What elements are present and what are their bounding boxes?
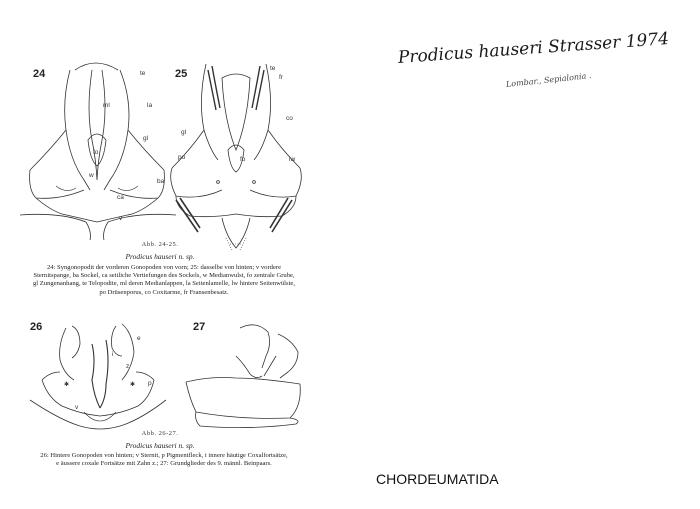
fig24-label-gl: gl bbox=[143, 135, 149, 142]
figure-25-number: 25 bbox=[175, 68, 188, 80]
fig24-label-la: la bbox=[147, 102, 153, 109]
caption-line: 26: Hintere Gonopoden von hinten; v Sternit, p Pigmentfleck, i innere häutige Coxalfortsätze, bbox=[40, 452, 288, 459]
caption-line: po Drüsenporus, co Coxitarme, fr Fransenbesatz. bbox=[99, 288, 229, 296]
fig24-label-w: w bbox=[89, 172, 94, 179]
fig26-label-e: e bbox=[137, 335, 141, 342]
fig24-label-ml: ml bbox=[103, 102, 110, 109]
caption-body-24-25 bbox=[14, 264, 314, 297]
caption-line: Sternitspange, ba Sockel, ca seitliche Vertiefungen des Sockels, w Medianwulst, fo zentrale Grube, bbox=[33, 272, 295, 280]
fig26-label-z: z bbox=[126, 363, 130, 370]
caption-line: gl Zungenanhang, te Telopodite, ml deren Medianlappen, la Seitenlamelle, lw hintere Seitenwülste, bbox=[33, 280, 295, 288]
order-label: CHORDEUMATIDA bbox=[376, 471, 499, 487]
figure-27-drawing bbox=[186, 325, 300, 428]
fig25-label-fr: fr bbox=[279, 74, 283, 81]
fig26-label-i: i bbox=[112, 351, 114, 358]
fig24-label-v: v bbox=[119, 215, 123, 222]
caption-title-26-27: Abb. 26-27. bbox=[141, 430, 179, 437]
caption-line: 24: Syngonopodit der vorderen Gonopoden von vorn; 25: dasselbe von hinten; v vordere bbox=[46, 264, 282, 271]
figure-25-drawing bbox=[171, 64, 302, 250]
fig24-label-fo: fo bbox=[93, 149, 99, 156]
svg-text:✱: ✱ bbox=[130, 382, 136, 388]
fig24-label-te: te bbox=[140, 70, 146, 77]
fig25-label-po: po bbox=[178, 154, 186, 161]
fig26-label-p: p bbox=[148, 380, 152, 387]
figure-26-drawing bbox=[30, 324, 166, 429]
fig25-label-lw: lw bbox=[289, 156, 296, 163]
figure-24-number: 24 bbox=[33, 68, 46, 80]
caption-subtitle-26-27: Prodicus hauseri n. sp. bbox=[125, 441, 195, 450]
handwritten-species-note: Prodicus hauseri Strasser 1974 bbox=[397, 29, 670, 68]
caption-title-24-25: Abb. 24-25. bbox=[141, 241, 179, 248]
fig25-label-te: te bbox=[270, 65, 276, 72]
handwritten-locality-note: Lombar., Sepialonia . bbox=[505, 71, 592, 89]
fig24-label-ba: ba bbox=[157, 178, 165, 185]
fig26-label-v: v bbox=[75, 404, 79, 411]
figure-26-number: 26 bbox=[30, 321, 43, 333]
fig25-label-co: co bbox=[286, 115, 293, 122]
fig25-label-fo: fo bbox=[240, 156, 246, 163]
svg-text:✱: ✱ bbox=[64, 382, 70, 388]
caption-line: e äussere coxale Fortsätze mit Zahn z.; 27: Grundglieder des 9. männl. Beinpaars. bbox=[56, 460, 272, 468]
fig25-label-gl: gl bbox=[181, 129, 187, 136]
caption-subtitle-24-25: Prodicus hauseri n. sp. bbox=[125, 252, 195, 261]
caption-body-26-27 bbox=[12, 452, 316, 468]
fig24-label-ca: ca bbox=[117, 194, 124, 201]
figure-27-number: 27 bbox=[193, 321, 206, 333]
